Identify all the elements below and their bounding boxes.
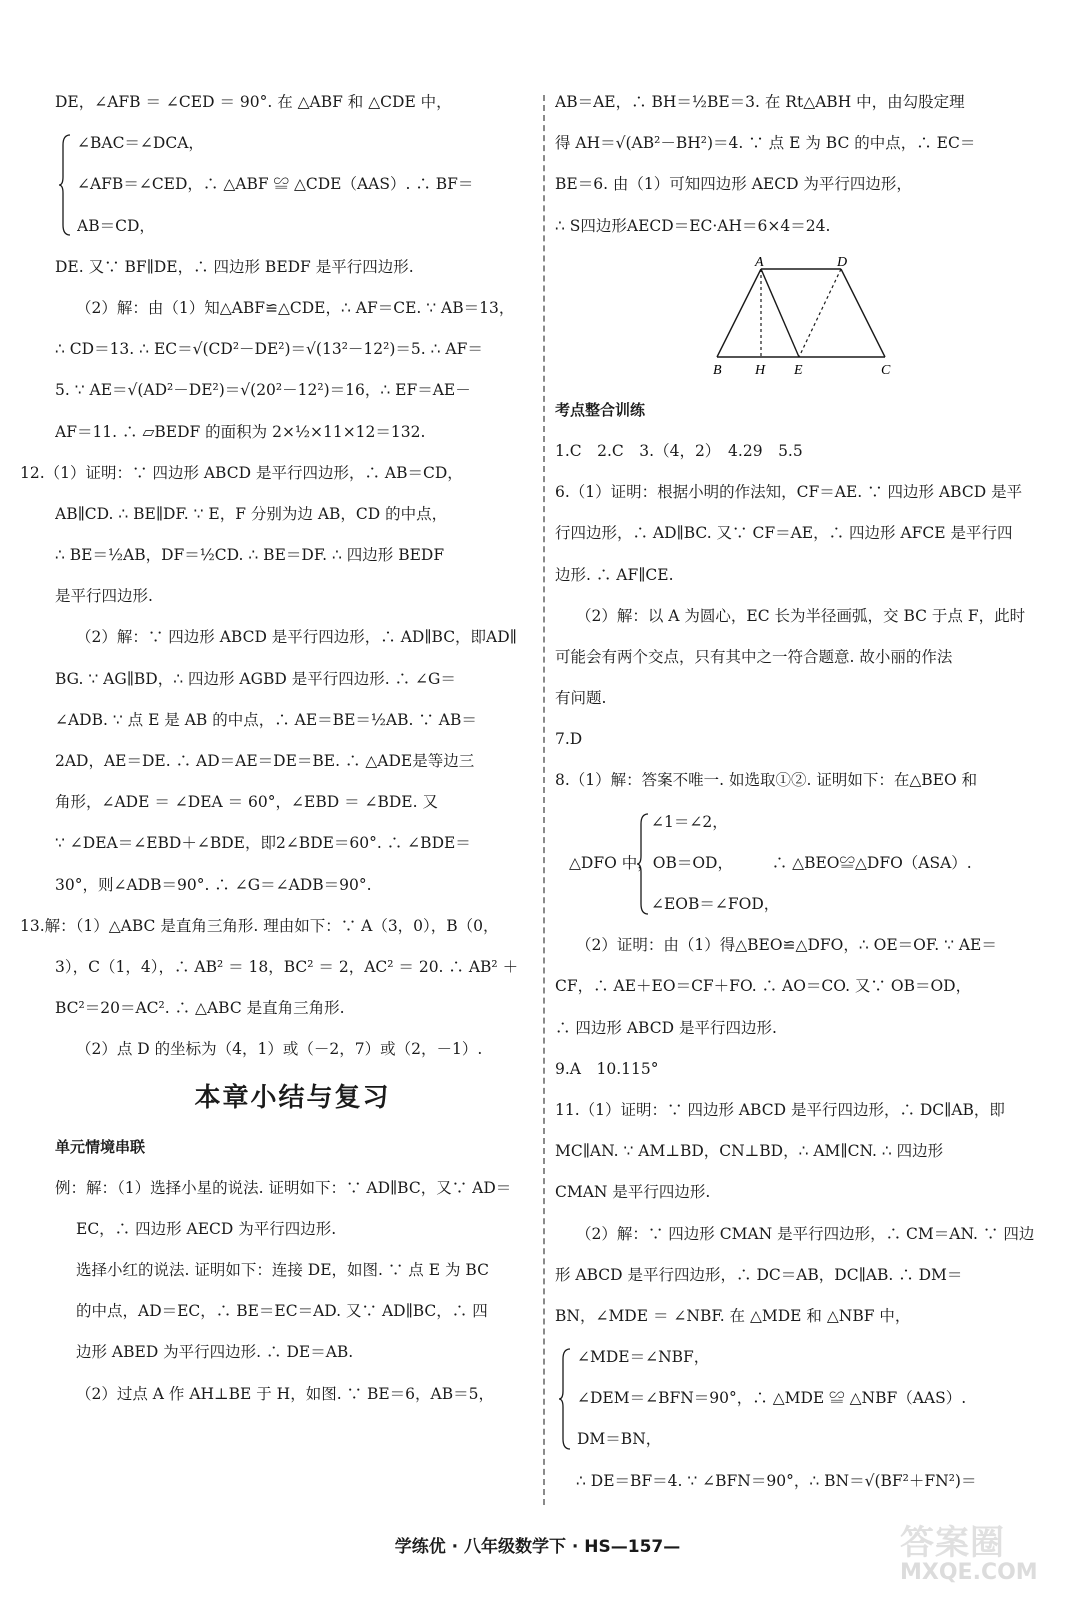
text-line: DE. 又∵ BF∥DE，∴ 四边形 BEDF 是平行四边形. — [55, 257, 414, 276]
brace-system — [555, 1347, 1040, 1449]
brace-system — [55, 133, 530, 235]
text-line: 可能会有两个交点，只有其中之一符合题意. 故小丽的作法 — [555, 647, 953, 666]
text-line: 3），C（1，4），∴ AB² ＝ 18，BC² ＝ 2，AC² ＝ 20. ∴ AB² ＋ — [55, 957, 519, 976]
brace-icon — [559, 1347, 571, 1451]
text-line: 有问题. — [555, 689, 607, 708]
text-line: （2）解：∵ 四边形 CMAN 是平行四边形，∴ CM＝AN. ∵ 四边 — [576, 1224, 1035, 1243]
question-12-line: 12.（1）证明：∵ 四边形 ABCD 是平行四边形，∴ AB＝CD， — [20, 463, 463, 482]
text-line: 角形，∠ADE ＝ ∠DEA ＝ 60°，∠EBD ＝ ∠BDE. 又 — [55, 793, 438, 812]
point-label: B — [713, 362, 722, 378]
chapter-title: 本章小结与复习 — [194, 1082, 391, 1113]
text-line: 7.D — [555, 730, 583, 749]
text-line: ∵ ∠DEA＝∠EBD＋∠BDE，即2∠BDE＝60°. ∴ ∠BDE＝ — [55, 834, 471, 853]
text-line: 2AD，AE＝DE. ∴ AD＝AE＝DE＝BE. ∴ △ADE是等边三 — [55, 752, 475, 770]
segment-ae — [761, 269, 799, 357]
text-line: ∠1＝∠2， — [651, 812, 728, 831]
watermark-text: 答案圈 — [900, 1523, 1005, 1563]
text-line: ∴ 四边形 ABCD 是平行四边形. — [555, 1018, 777, 1037]
text-line: （2）解：∵ 四边形 ABCD 是平行四边形，∴ AD∥BC，即AD∥ — [76, 628, 517, 647]
text-line: BG. ∵ AG∥BD，∴ 四边形 AGBD 是平行四边形. ∴ ∠G＝ — [55, 669, 456, 688]
text-line: 的中点，AD＝EC，∴ BE＝EC＝AD. 又∵ AD∥BC，∴ 四 — [76, 1302, 488, 1321]
point-label: D — [837, 256, 848, 270]
segment-dc — [841, 269, 885, 357]
text-line: 形 ABCD 是平行四边形，∴ DC＝AB，DC∥AB. ∴ DM＝ — [555, 1265, 963, 1284]
text-line: ∠DEM＝∠BFN＝90°，∴ △MDE ≌ △NBF（AAS）. — [577, 1389, 967, 1408]
text-line: ∠AFB＝∠CED，∴ △ABF ≌ △CDE（AAS）. ∴ BF＝ — [77, 175, 474, 194]
brace-system — [555, 812, 1040, 914]
geometry-figure — [555, 257, 1040, 392]
right-column — [555, 92, 1040, 1512]
text-line: 1.C 2.C 3.（4，2） 4.29 5.5 — [555, 441, 803, 460]
left-column — [20, 92, 530, 1425]
text-line: △DFO 中，OB＝OD， ∴ △BEO≌△DFO（ASA）. — [569, 853, 972, 872]
question-13-line: 13.解：（1）△ABC 是直角三角形. 理由如下：∵ A（3，0），B（0， — [20, 916, 499, 935]
trapezoid-diagram — [695, 257, 895, 382]
text-line: DE，∠AFB ＝ ∠CED ＝ 90°. 在 △ABF 和 △CDE 中， — [55, 93, 452, 111]
text-line: ∴ DE＝BF＝4. ∵ ∠BFN＝90°，∴ BN＝√(BF²＋FN²)＝ — [576, 1471, 977, 1490]
watermark-logo — [900, 1515, 1060, 1585]
text-line: CMAN 是平行四边形. — [555, 1183, 711, 1202]
text-line: DM＝BN， — [577, 1430, 662, 1449]
text-line: CF，∴ AE＋EO＝CF＋FO. ∴ AO＝CO. 又∵ OB＝OD， — [555, 977, 972, 996]
text-line: 例：解：（1）选择小星的说法. 证明如下：∵ AD∥BC，又∵ AD＝ — [55, 1178, 512, 1197]
text-line: 行四边形，∴ AD∥BC. 又∵ CF＝AE，∴ 四边形 AFCE 是平行四 — [555, 524, 1013, 543]
page-footer: 学练优 · 八年级数学下 · HS—157— — [394, 1537, 681, 1557]
text-line: ∠EOB＝∠FOD， — [651, 895, 780, 913]
text-line: 边形. ∴ AF∥CE. — [555, 565, 674, 584]
text-line: AB＝AE，∴ BH＝½BE＝3. 在 Rt△ABH 中，由勾股定理 — [555, 93, 965, 111]
text-line: （2）证明：由（1）得△BEO≌△DFO，∴ OE＝OF. ∵ AE＝ — [576, 936, 997, 955]
text-line: 9.A 10.115° — [555, 1059, 659, 1078]
text-line: 边形 ABED 为平行四边形. ∴ DE＝AB. — [76, 1343, 354, 1362]
text-line: （2）过点 A 作 AH⊥BE 于 H，如图. ∵ BE＝6，AB＝5， — [76, 1384, 494, 1403]
text-line: （2）解：由（1）知△ABF≌△CDE，∴ AF＝CE. ∵ AB＝13， — [76, 298, 515, 317]
point-label: H — [755, 362, 766, 378]
text-line: BC²＝20＝AC². ∴ △ABC 是直角三角形. — [55, 999, 345, 1018]
text-line: 5. ∵ AE＝√(AD²－DE²)＝√(20²－12²)＝16，∴ EF＝AE－ — [55, 381, 471, 400]
text-line: 8.（1）解：答案不唯一. 如选取①②. 证明如下：在△BEO 和 — [555, 771, 978, 790]
section-title: 单元情境串联 — [55, 1137, 146, 1156]
text-line: （2）点 D 的坐标为（4，1）或（－2，7）或（2，－1）. — [76, 1040, 483, 1059]
brace-icon — [637, 812, 649, 916]
watermark-url: MXQE.COM — [900, 1560, 1038, 1585]
text-line: 是平行四边形. — [55, 587, 153, 606]
text-line: ∴ S四边形AECD＝EC·AH＝6×4＝24. — [555, 216, 831, 235]
text-line: 得 AH＝√(AB²－BH²)＝4. ∵ 点 E 为 BC 的中点，∴ EC＝ — [555, 134, 976, 153]
section-title: 考点整合训练 — [555, 400, 646, 419]
text-line: 6.（1）证明：根据小明的作法知，CF＝AE. ∵ 四边形 ABCD 是平 — [555, 483, 1023, 502]
point-label: E — [794, 362, 803, 378]
brace-icon — [59, 133, 71, 237]
segment-de — [799, 269, 841, 357]
text-line: ∠MDE＝∠NBF， — [577, 1348, 710, 1367]
point-label: A — [755, 256, 764, 270]
text-line: ∠ADB. ∵ 点 E 是 AB 的中点，∴ AE＝BE＝½AB. ∵ AB＝ — [55, 710, 477, 729]
text-line: BN，∠MDE ＝ ∠NBF. 在 △MDE 和 △NBF 中， — [555, 1306, 911, 1325]
text-line: ∴ CD＝13. ∴ EC＝√(CD²－DE²)＝√(13²－12²)＝5. ∴ AF＝ — [55, 340, 483, 359]
segment-ab — [717, 269, 761, 357]
text-line: MC∥AN. ∵ AM⊥BD，CN⊥BD，∴ AM∥CN. ∴ 四边形 — [555, 1142, 944, 1161]
point-label: C — [881, 362, 891, 378]
text-line: 选择小红的说法. 证明如下：连接 DE，如图. ∵ 点 E 为 BC — [76, 1261, 489, 1280]
text-line: EC，∴ 四边形 AECD 为平行四边形. — [76, 1219, 337, 1238]
column-divider — [543, 95, 545, 1505]
text-line: BE＝6. 由（1）可知四边形 AECD 为平行四边形， — [555, 175, 912, 194]
text-line: AF＝11. ∴ ▱BEDF 的面积为 2×½×11×12＝132. — [55, 422, 426, 441]
text-line: ∠BAC＝∠DCA， — [77, 134, 204, 153]
text-line: （2）解：以 A 为圆心，EC 长为半径画弧，交 BC 于点 F，此时 — [576, 606, 1026, 625]
text-line: 30°，则∠ADB＝90°. ∴ ∠G＝∠ADB＝90°. — [55, 875, 372, 894]
text-line: AB＝CD， — [77, 216, 155, 235]
text-line: 11.（1）证明：∵ 四边形 ABCD 是平行四边形，∴ DC∥AB，即 — [555, 1100, 1005, 1119]
text-line: AB∥CD. ∴ BE∥DF. ∵ E，F 分别为边 AB，CD 的中点， — [55, 504, 448, 523]
text-line: ∴ BE＝½AB，DF＝½CD. ∴ BE＝DF. ∴ 四边形 BEDF — [55, 546, 445, 565]
